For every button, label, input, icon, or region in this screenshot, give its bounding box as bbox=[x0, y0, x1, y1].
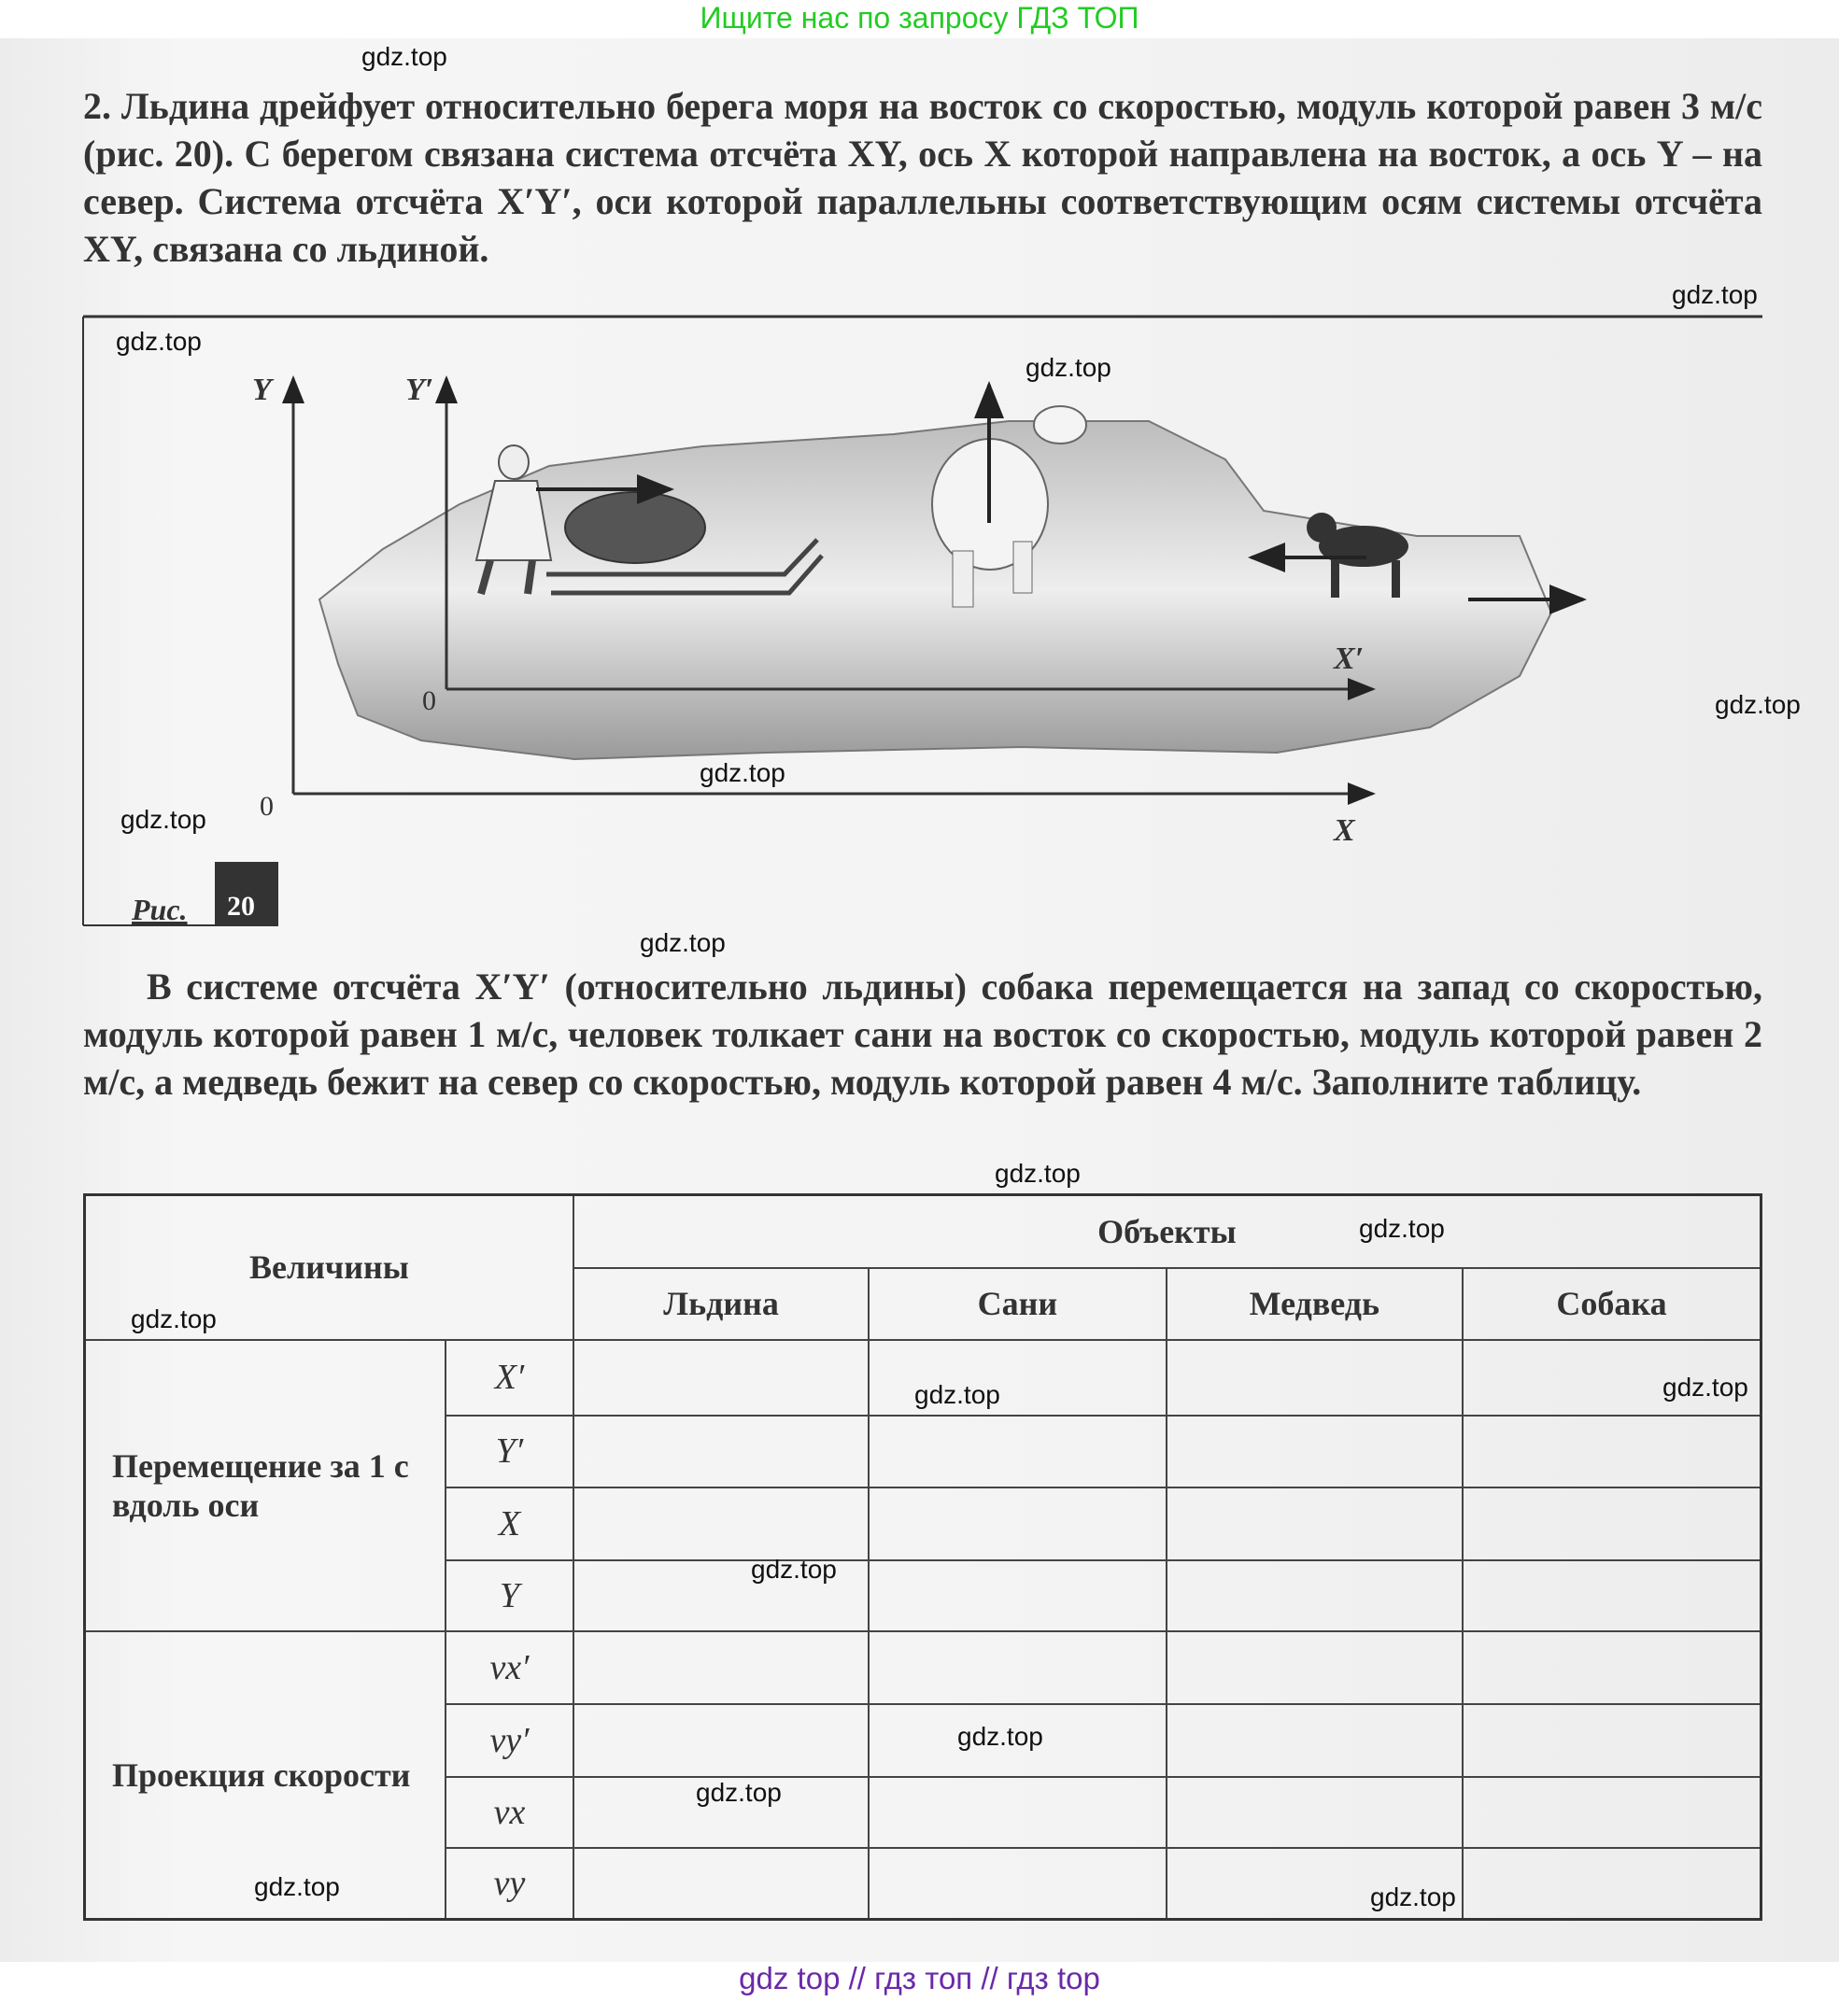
answer-cell[interactable] bbox=[1463, 1848, 1761, 1920]
answer-cell[interactable] bbox=[573, 1631, 869, 1704]
answer-cell[interactable] bbox=[1463, 1560, 1761, 1631]
answer-cell[interactable] bbox=[1167, 1487, 1463, 1560]
velocity-label: vx bbox=[446, 1777, 573, 1848]
answer-cell[interactable] bbox=[869, 1631, 1166, 1704]
problem-statement: 2. Льдина дрейфует относительно берега моря на восток со скоростью, модуль которой равен 3 м/с (рис. 20). С берегом связана система отсчёта XY, ось X которой направлена на восток, а ось Y – на север. Система отсчёта X′Y′, оси которой параллельны соответствующим осям системы отсчёта XY, связана со льдиной. bbox=[83, 85, 1762, 270]
answer-cell[interactable] bbox=[1463, 1777, 1761, 1848]
group-velocity-projection: Проекция скорости bbox=[85, 1631, 446, 1920]
origin-label: 0 bbox=[260, 791, 274, 822]
header-object: Собака bbox=[1463, 1268, 1761, 1340]
header-object: Сани bbox=[869, 1268, 1166, 1340]
figure-caption: Рис. bbox=[132, 893, 188, 926]
watermark: gdz.top bbox=[751, 1555, 837, 1584]
answer-cell[interactable] bbox=[869, 1777, 1166, 1848]
problem-conditions: В системе отсчёта X′Y′ (относительно льдины) собака перемещается на запад со скоростью, модуль которой равен 1 м/с, человек толкает сани на восток со скоростью, модуль которой равен 2 м/с, а медведь бежит на север со скоростью, модуль которой равен 4 м/с. Заполните таблицу. bbox=[83, 966, 1762, 1103]
figure-number: 20 bbox=[227, 891, 255, 922]
answer-cell[interactable] bbox=[1167, 1416, 1463, 1487]
answer-cell[interactable] bbox=[869, 1560, 1166, 1631]
answer-cell[interactable] bbox=[1167, 1704, 1463, 1777]
watermark: gdz.top bbox=[957, 1722, 1043, 1751]
origin-prime-label: 0 bbox=[422, 685, 436, 716]
header-objects: Объекты bbox=[573, 1195, 1761, 1268]
watermark: gdz.top bbox=[995, 1159, 1081, 1188]
watermark: gdz.top bbox=[914, 1380, 1000, 1409]
answer-cell[interactable] bbox=[1463, 1631, 1761, 1704]
watermark: gdz.top bbox=[1715, 690, 1801, 719]
y-axis-label: Y bbox=[252, 373, 272, 407]
group-displacement: Перемещение за 1 с вдоль оси bbox=[85, 1340, 446, 1631]
answer-cell[interactable] bbox=[869, 1487, 1166, 1560]
answer-cell[interactable] bbox=[1463, 1487, 1761, 1560]
watermark: gdz.top bbox=[1672, 280, 1758, 309]
watermark: gdz.top bbox=[1662, 1373, 1748, 1402]
answer-cell[interactable] bbox=[1463, 1704, 1761, 1777]
x-axis-label: X bbox=[1334, 813, 1355, 848]
answer-cell[interactable] bbox=[573, 1704, 869, 1777]
answer-cell[interactable] bbox=[869, 1340, 1166, 1416]
watermark: gdz.top bbox=[640, 928, 726, 957]
watermark: gdz.top bbox=[131, 1304, 217, 1333]
velocity-label: vy bbox=[446, 1848, 573, 1920]
axis-label: X bbox=[446, 1487, 573, 1560]
answer-cell[interactable] bbox=[1167, 1631, 1463, 1704]
velocity-label: vy′ bbox=[446, 1704, 573, 1777]
search-banner[interactable]: Ищите нас по запросу ГДЗ ТОП bbox=[700, 1, 1139, 35]
axis-label: Y bbox=[446, 1560, 573, 1631]
y-prime-axis-label: Y′ bbox=[405, 373, 434, 407]
watermark: gdz.top bbox=[361, 42, 447, 71]
answer-cell[interactable] bbox=[869, 1848, 1166, 1920]
watermark: gdz.top bbox=[120, 805, 206, 834]
header-object: Медведь bbox=[1167, 1268, 1463, 1340]
answer-cell[interactable] bbox=[573, 1416, 869, 1487]
watermark: gdz.top bbox=[1026, 353, 1111, 382]
watermark: gdz.top bbox=[700, 758, 785, 787]
x-prime-axis-label: X′ bbox=[1334, 641, 1365, 676]
answer-cell[interactable] bbox=[573, 1487, 869, 1560]
watermark: gdz.top bbox=[696, 1778, 782, 1807]
watermark: gdz.top bbox=[254, 1872, 340, 1901]
answer-cell[interactable] bbox=[573, 1848, 869, 1920]
answer-cell[interactable] bbox=[1167, 1560, 1463, 1631]
watermark: gdz.top bbox=[1370, 1882, 1456, 1911]
answer-table bbox=[83, 1193, 1762, 1921]
answer-cell[interactable] bbox=[1167, 1340, 1463, 1416]
answer-cell[interactable] bbox=[869, 1416, 1166, 1487]
axis-label: Y′ bbox=[446, 1416, 573, 1487]
watermark: gdz.top bbox=[1359, 1214, 1445, 1243]
footer-links[interactable]: gdz top // гдз топ // гдз top bbox=[739, 1961, 1100, 1995]
watermark: gdz.top bbox=[116, 327, 202, 356]
header-object: Льдина bbox=[573, 1268, 869, 1340]
answer-cell[interactable] bbox=[1167, 1777, 1463, 1848]
axis-label: X′ bbox=[446, 1340, 573, 1416]
answer-cell[interactable] bbox=[1463, 1416, 1761, 1487]
answer-cell[interactable] bbox=[573, 1340, 869, 1416]
velocity-label: vx′ bbox=[446, 1631, 573, 1704]
header-quantities: Величины bbox=[85, 1195, 573, 1340]
